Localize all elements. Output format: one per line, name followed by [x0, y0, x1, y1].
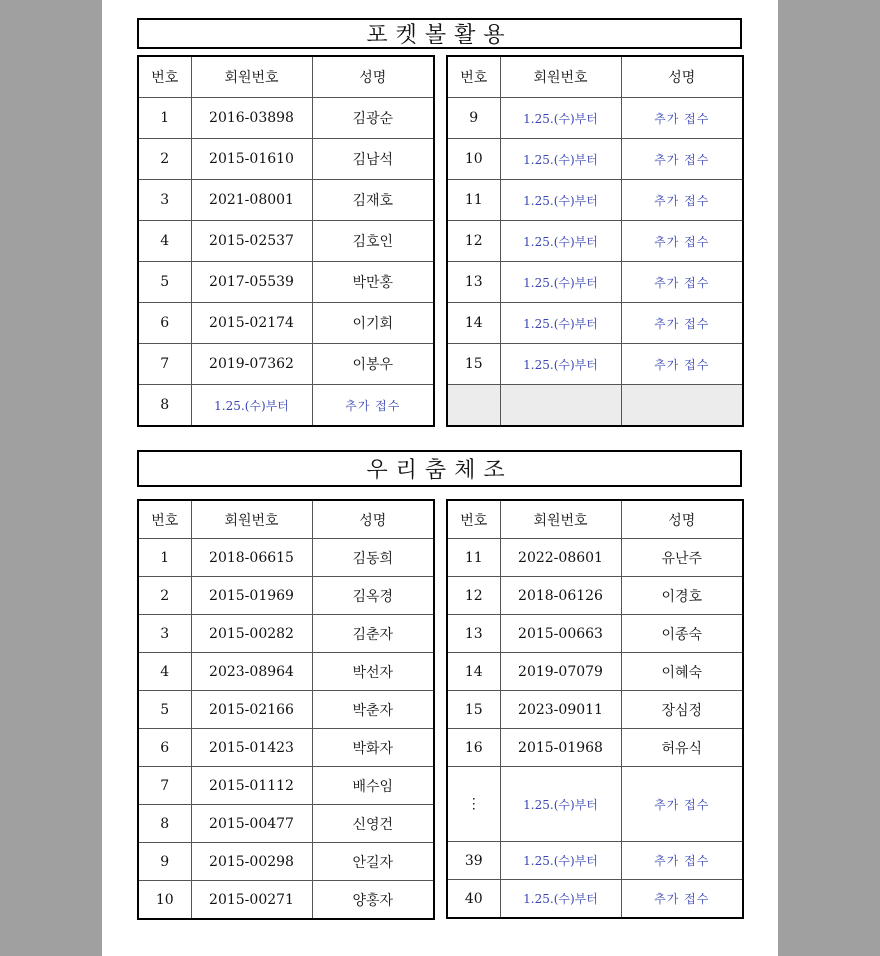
pocketball-table-left [137, 55, 435, 427]
cell-additional-registration: 추가 접수 [621, 139, 743, 180]
cell-registration-date: 1.25.(수)부터 [500, 221, 621, 262]
table-row [138, 615, 434, 653]
cell-number: 15 [447, 344, 500, 385]
header-name: 성명 [312, 500, 434, 539]
cell-name: 허유식 [621, 729, 743, 767]
cell-member-id: 2015-02166 [191, 691, 312, 729]
cell-additional-registration: 추가 접수 [621, 767, 743, 842]
cell-number: 8 [138, 385, 191, 427]
cell-member-id: 2017-05539 [191, 262, 312, 303]
cell-name: 김동희 [312, 539, 434, 577]
cell-number: ⋮ [447, 767, 500, 842]
cell-name: 신영건 [312, 805, 434, 843]
cell-name: 김호인 [312, 221, 434, 262]
cell-name: 이종숙 [621, 615, 743, 653]
cell-name: 유난주 [621, 539, 743, 577]
cell-number: 13 [447, 262, 500, 303]
header-number: 번호 [447, 56, 500, 98]
table-row [138, 539, 434, 577]
cell-name: 장심정 [621, 691, 743, 729]
table-row [447, 729, 743, 767]
cell-number: 2 [138, 577, 191, 615]
cell-member-id: 2022-08601 [500, 539, 621, 577]
cell-name: 양홍자 [312, 881, 434, 920]
cell-name: 김남석 [312, 139, 434, 180]
table-row [138, 180, 434, 221]
table-row [447, 385, 743, 427]
cell-registration-date: 1.25.(수)부터 [500, 842, 621, 880]
cell-name: 박선자 [312, 653, 434, 691]
table-header-row [447, 56, 743, 98]
cell-member-id: 2015-00271 [191, 881, 312, 920]
table-row [138, 691, 434, 729]
cell-registration-date: 1.25.(수)부터 [191, 385, 312, 427]
cell-additional-registration: 추가 접수 [621, 221, 743, 262]
cell-additional-registration: 추가 접수 [621, 98, 743, 139]
cell-number: 3 [138, 615, 191, 653]
cell-number: 3 [138, 180, 191, 221]
table-row [447, 880, 743, 919]
table-row [138, 139, 434, 180]
cell-member-id: 2021-08001 [191, 180, 312, 221]
cell-member-id: 2015-01969 [191, 577, 312, 615]
cell-additional-registration: 추가 접수 [621, 180, 743, 221]
table-header-row [138, 56, 434, 98]
table-row [447, 344, 743, 385]
cell-number: 5 [138, 262, 191, 303]
header-name: 성명 [621, 56, 743, 98]
cell-number: 9 [138, 843, 191, 881]
table-row [138, 98, 434, 139]
header-member-id: 회원번호 [191, 56, 312, 98]
cell-number: 10 [138, 881, 191, 920]
cell-name [621, 385, 743, 427]
cell-member-id: 2015-02174 [191, 303, 312, 344]
table-row [138, 385, 434, 427]
cell-member-id: 2015-01610 [191, 139, 312, 180]
table-row [447, 577, 743, 615]
cell-name: 이경호 [621, 577, 743, 615]
table-row [447, 691, 743, 729]
cell-name: 박만홍 [312, 262, 434, 303]
cell-number: 4 [138, 653, 191, 691]
table-row [447, 139, 743, 180]
cell-member-id: 2018-06126 [500, 577, 621, 615]
table-row [447, 262, 743, 303]
cell-name: 안길자 [312, 843, 434, 881]
cell-member-id: 2019-07362 [191, 344, 312, 385]
table-header-row [447, 500, 743, 539]
cell-name: 이기회 [312, 303, 434, 344]
table-row [447, 842, 743, 880]
table-row [447, 653, 743, 691]
cell-number [447, 385, 500, 427]
table-row [447, 539, 743, 577]
cell-number: 7 [138, 344, 191, 385]
cell-member-id: 2016-03898 [191, 98, 312, 139]
table-row [447, 303, 743, 344]
cell-name: 김광순 [312, 98, 434, 139]
cell-additional-registration: 추가 접수 [621, 262, 743, 303]
table-row [138, 767, 434, 805]
cell-member-id: 2015-00663 [500, 615, 621, 653]
cell-member-id: 2019-07079 [500, 653, 621, 691]
cell-number: 6 [138, 303, 191, 344]
section-title-pocketball: 포켓볼활용 [137, 18, 742, 49]
table-row [138, 344, 434, 385]
cell-number: 13 [447, 615, 500, 653]
cell-registration-date: 1.25.(수)부터 [500, 139, 621, 180]
cell-name: 박춘자 [312, 691, 434, 729]
cell-number: 1 [138, 98, 191, 139]
cell-member-id [500, 385, 621, 427]
cell-number: 12 [447, 221, 500, 262]
cell-registration-date: 1.25.(수)부터 [500, 180, 621, 221]
table-header-row [138, 500, 434, 539]
cell-number: 14 [447, 303, 500, 344]
table-row [447, 180, 743, 221]
table-row [138, 843, 434, 881]
table-row [138, 262, 434, 303]
cell-name: 김옥경 [312, 577, 434, 615]
table-row [138, 729, 434, 767]
header-number: 번호 [138, 500, 191, 539]
cell-member-id: 2018-06615 [191, 539, 312, 577]
cell-name: 김춘자 [312, 615, 434, 653]
cell-name: 이혜숙 [621, 653, 743, 691]
cell-name: 박화자 [312, 729, 434, 767]
cell-number: 4 [138, 221, 191, 262]
cell-number: 16 [447, 729, 500, 767]
section-title-dance-exercise: 우리춤체조 [137, 450, 742, 487]
header-number: 번호 [138, 56, 191, 98]
cell-registration-date: 1.25.(수)부터 [500, 303, 621, 344]
cell-number: 10 [447, 139, 500, 180]
dance-table-right [446, 499, 744, 919]
cell-number: 11 [447, 180, 500, 221]
pocketball-table-right [446, 55, 744, 427]
cell-number: 39 [447, 842, 500, 880]
cell-number: 9 [447, 98, 500, 139]
cell-member-id: 2015-01423 [191, 729, 312, 767]
header-name: 성명 [312, 56, 434, 98]
cell-additional-registration: 추가 접수 [312, 385, 434, 427]
header-number: 번호 [447, 500, 500, 539]
cell-number: 12 [447, 577, 500, 615]
cell-number: 40 [447, 880, 500, 919]
cell-additional-registration: 추가 접수 [621, 344, 743, 385]
cell-member-id: 2015-02537 [191, 221, 312, 262]
cell-registration-date: 1.25.(수)부터 [500, 98, 621, 139]
cell-registration-date: 1.25.(수)부터 [500, 262, 621, 303]
cell-name: 배수임 [312, 767, 434, 805]
header-name: 성명 [621, 500, 743, 539]
cell-registration-date: 1.25.(수)부터 [500, 344, 621, 385]
cell-number: 6 [138, 729, 191, 767]
cell-member-id: 2015-01968 [500, 729, 621, 767]
header-member-id: 회원번호 [191, 500, 312, 539]
table-row [138, 221, 434, 262]
table-row [447, 615, 743, 653]
cell-additional-registration: 추가 접수 [621, 303, 743, 344]
cell-number: 1 [138, 539, 191, 577]
cell-number: 14 [447, 653, 500, 691]
cell-additional-registration: 추가 접수 [621, 842, 743, 880]
cell-number: 15 [447, 691, 500, 729]
cell-number: 5 [138, 691, 191, 729]
cell-number: 7 [138, 767, 191, 805]
table-row [447, 767, 743, 842]
table-row [138, 577, 434, 615]
cell-additional-registration: 추가 접수 [621, 880, 743, 919]
table-row [138, 303, 434, 344]
table-row [138, 805, 434, 843]
cell-name: 김재호 [312, 180, 434, 221]
cell-number: 8 [138, 805, 191, 843]
cell-member-id: 2015-00298 [191, 843, 312, 881]
cell-member-id: 2023-09011 [500, 691, 621, 729]
header-member-id: 회원번호 [500, 500, 621, 539]
table-row [138, 653, 434, 691]
header-member-id: 회원번호 [500, 56, 621, 98]
dance-table-left [137, 499, 435, 920]
table-row [447, 98, 743, 139]
table-row [447, 221, 743, 262]
cell-member-id: 2023-08964 [191, 653, 312, 691]
cell-member-id: 2015-01112 [191, 767, 312, 805]
cell-number: 2 [138, 139, 191, 180]
cell-registration-date: 1.25.(수)부터 [500, 880, 621, 919]
cell-member-id: 2015-00282 [191, 615, 312, 653]
table-row [138, 881, 434, 920]
cell-member-id: 2015-00477 [191, 805, 312, 843]
cell-name: 이봉우 [312, 344, 434, 385]
cell-number: 11 [447, 539, 500, 577]
cell-registration-date: 1.25.(수)부터 [500, 767, 621, 842]
